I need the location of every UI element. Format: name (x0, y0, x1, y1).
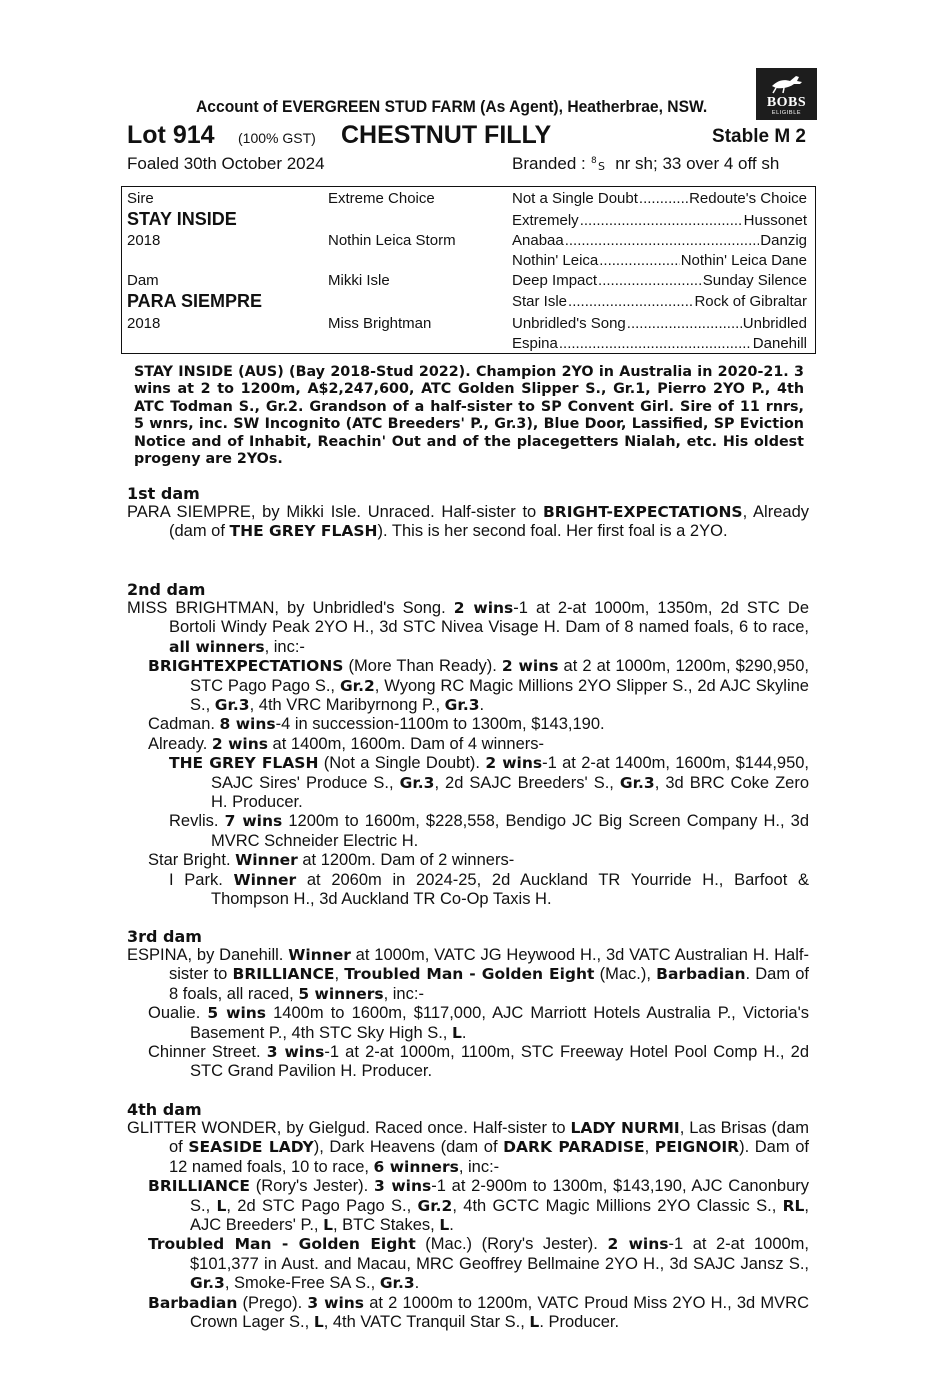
pedigree-paragraph (127, 754, 809, 812)
bold-run: L (323, 1216, 333, 1235)
bold-run: BRIGHTEXPECTATIONS (148, 657, 344, 676)
text-run: at 2060m in 2024-25, 2d Auckland TR Yourride H., Barfoot & Thompson H., 3d Auckland TR Co-Op Taxis H. (211, 870, 809, 909)
text-run: Chinner Street. (148, 1043, 267, 1062)
text-run: , inc:- (264, 637, 305, 656)
text-run: , BTC Stakes, (332, 1216, 440, 1235)
bold-run: Winner (233, 870, 297, 889)
section-heading: 1st dam (127, 484, 200, 503)
text-run: Oualie. (148, 1004, 208, 1023)
pedigree-paragraph (127, 851, 809, 870)
bold-run: Gr.3 (444, 696, 480, 715)
bold-run: 5 winners (298, 984, 384, 1003)
bold-run: Gr.3 (214, 696, 250, 715)
logo-subtext: ELIGIBLE (771, 110, 802, 116)
bold-run: L (439, 1216, 450, 1235)
gen3-row (512, 232, 807, 249)
gen3-right: Nothin' Leica Dane (680, 252, 807, 269)
dam-label: Dam (127, 272, 159, 289)
text-run: , (334, 965, 345, 984)
pedigree-paragraph (127, 735, 809, 754)
brand-mark-icon (590, 154, 610, 172)
text-run: -4 in succession-1100m to 1300m, $143,190. (275, 715, 605, 734)
text-run: . (479, 696, 485, 715)
text-run: at 1000m, VATC JG Heywood H., 3d VATC Australian H. Half-sister to (169, 946, 809, 984)
pedigree-paragraph (127, 871, 809, 910)
gen3-right: Sunday Silence (702, 272, 807, 289)
sire-summary-text: STAY INSIDE (AUS) (Bay 2018-Stud 2022). Champion 2YO in Australia in 2020-21. 3 wins at 2 to 1200m, A$2,247,600, ATC Golden Slipper S., Gr.1, Pierro 2YO P., 4th ATC Todman S., Gr.2. Grandson of a half-sister to SP Convent Girl. Sire of 11 rnrs, 5 wnrs, inc. SW Incognito (ATC Breeders' P., Gr.3), Blue Door, Lassified, SP Eviction Notice and of Inhabit, Reachin' Out and of the placegetters Nialah, etc. His oldest progeny are 2YOs. (134, 364, 804, 468)
bold-run: PEIGNOIR (654, 1138, 740, 1157)
pedigree-table (121, 186, 816, 354)
text-run: MISS BRIGHTMAN, by Unbridled's Song. (127, 599, 454, 617)
gen3-left: Deep Impact (512, 272, 598, 289)
text-run: , Smoke-Free SA S., (224, 1274, 380, 1293)
bold-run: Gr.3 (190, 1274, 225, 1293)
bobs-eligible-logo (756, 68, 817, 120)
bold-run: L (529, 1313, 540, 1332)
pedigree-paragraph (127, 1043, 809, 1082)
bold-run: L (451, 1023, 462, 1042)
sire-year: 2018 (127, 232, 161, 249)
text-run: (Rory's Jester). (249, 1177, 374, 1196)
bold-run: 2 wins (501, 657, 559, 676)
bold-run: 2 wins (453, 599, 514, 617)
bold-run: L (216, 1196, 227, 1215)
text-run: at 2 at 1000m, 1200m, $290,950, STC Pago Pago S., (190, 657, 809, 695)
text-run: -1 at 2-900m to 1300m, $143,190, AJC Canonbury S., (190, 1177, 810, 1215)
sire-summary (134, 364, 804, 468)
bold-run: Gr.3 (619, 773, 655, 792)
bold-run: RL (782, 1196, 805, 1215)
text-run: I Park. (169, 870, 234, 889)
text-run: , Wyong RC Magic Millions 2YO Slipper S., 2d AJC Skyline S., (190, 676, 809, 715)
bold-run: BRIGHT-EXPECTATIONS (542, 503, 743, 521)
bold-run: 5 wins (207, 1004, 267, 1023)
bold-run: Barbadian (148, 1293, 238, 1312)
text-run: Already. (148, 734, 212, 753)
logo-text: BOBS (766, 95, 807, 110)
text-run: , 4th GCTC Magic Millions 2YO Classic S., (452, 1196, 783, 1215)
text-run: . Producer. (539, 1313, 620, 1332)
bold-run: Gr.3 (379, 1274, 415, 1293)
lot-line (127, 121, 810, 151)
text-run: 1200m to 1600m, $228,558, Bendigo JC Big Screen Company H., 3d MVRC Schneider Electric H. (211, 812, 810, 850)
bold-run: Troubled Man - Golden Eight (148, 1235, 416, 1254)
pedigree-paragraph (127, 1004, 809, 1043)
text-run: Revlis. (169, 812, 225, 831)
text-run: -1 at 2-at 1000m, $101,377 in Aust. and Macau, MRC Geoffrey Bellmaine 2YO H., 3d SAJC Jansz S., (190, 1235, 810, 1273)
gen3-right: Danzig (760, 232, 807, 249)
horse-logo-icon (770, 72, 804, 94)
bold-run: 7 wins (224, 812, 283, 831)
text-run: . Dam of 8 foals, all raced, (169, 965, 810, 1003)
bold-run: THE GREY FLASH (229, 522, 378, 541)
pedigree-paragraph (127, 1235, 809, 1293)
bold-run: Gr.3 (399, 773, 435, 792)
bold-run: 3 wins (307, 1293, 365, 1312)
text-run: 1400m to 1600m, $117,000, AJC Marriott Hotels Australia P., Victoria's Basement P., 4th STC Sky High S., (190, 1004, 809, 1042)
first-dam-section (127, 484, 809, 542)
bold-run: 2 wins (211, 734, 268, 753)
gen3-row (512, 335, 807, 352)
text-run: . (449, 1216, 454, 1235)
dam-year: 2018 (127, 315, 161, 332)
foaled-date: Foaled 30th October 2024 (127, 154, 325, 173)
bold-run: 8 wins (219, 715, 276, 734)
text-run: -1 at 2-at 1000m, 1100m, STC Freeway Hotel Pool Comp H., 2d STC Grand Pavilion H. Producer. (190, 1043, 810, 1081)
bold-run: DARK PARADISE (503, 1138, 645, 1157)
dam-sire: Mikki Isle (328, 272, 390, 289)
text-run: , inc:- (383, 984, 424, 1003)
text-run: -1 at 2-at 1000m, 1350m, 2d STC De Bortoli Windy Peak 2YO H., 3d STC Nivea Visage H. Dam of 8 named foals, 6 to race, (169, 599, 810, 637)
dam-dam: Miss Brightman (328, 315, 432, 332)
text-run: , 2d SAJC Breeders' S., (434, 773, 620, 792)
gen3-left: Nothin' Leica (512, 252, 599, 269)
text-run: , (644, 1138, 655, 1157)
sire-label: Sire (127, 190, 154, 207)
dam-name: PARA SIEMPRE (127, 291, 263, 311)
bold-run: 3 wins (373, 1177, 432, 1196)
gen3-left: Not a Single Doubt (512, 190, 638, 207)
bold-run: L (313, 1313, 324, 1332)
bold-run: THE GREY FLASH (169, 754, 319, 773)
bold-run: all winners (169, 637, 265, 656)
gst-note: (100% GST) (238, 130, 316, 146)
gen3-row (512, 190, 807, 207)
text-run: (Mac.) (Rory's Jester). (415, 1235, 608, 1254)
text-run: ). This is her second foal. Her first foal is a 2YO. (377, 522, 728, 541)
svg-text:S: S (598, 160, 606, 172)
section-heading: 3rd dam (127, 927, 202, 946)
gen3-row (512, 315, 807, 332)
branded-label: Branded : (512, 154, 586, 173)
lot-description: CHESTNUT FILLY (341, 121, 552, 149)
sire-name: STAY INSIDE (127, 209, 237, 229)
text-run: Star Bright. (148, 851, 236, 870)
bold-run: Gr.2 (339, 676, 375, 695)
gen3-right: Redoute's Choice (689, 190, 807, 207)
bold-run: LADY NURMI (570, 1119, 680, 1137)
section-heading: 4th dam (127, 1100, 202, 1119)
branded-details: nr sh; 33 over 4 off sh (615, 154, 780, 173)
gen3-left: Star Isle (512, 293, 568, 310)
bold-run: 2 wins (607, 1235, 669, 1254)
text-run: ). Dam of 12 named foals, 10 to race, (169, 1138, 809, 1176)
gen3-right: Unbridled (742, 315, 807, 332)
bold-run: BRILLIANCE (232, 965, 335, 984)
text-run: (Prego). (237, 1293, 308, 1312)
text-run: , 4th VATC Tranquil Star S., (323, 1313, 530, 1332)
text-run: , AJC Breeders' P., (190, 1196, 810, 1235)
svg-text:8: 8 (591, 156, 598, 166)
gen3-left: Anabaa (512, 232, 564, 249)
text-run: ), Dark Heavens (dam of (313, 1138, 504, 1157)
account-line: Account of EVERGREEN STUD FARM (As Agent), Heatherbrae, NSW. (196, 97, 708, 116)
text-run: , 2d STC Pago Pago S., (226, 1196, 418, 1215)
text-run: at 1400m, 1600m. Dam of 4 winners- (267, 734, 545, 753)
pedigree-paragraph (127, 503, 809, 542)
text-run: . (461, 1023, 467, 1042)
text-run: , Las Brisas (dam of (169, 1119, 810, 1157)
bold-run: 6 winners (373, 1157, 459, 1176)
pedigree-paragraph (127, 1119, 809, 1177)
text-run: , inc:- (458, 1157, 500, 1176)
pedigree-paragraph (127, 657, 809, 715)
bold-run: SEASIDE LADY (188, 1138, 314, 1157)
text-run: . (414, 1274, 420, 1293)
bold-run: Barbadian (656, 965, 746, 984)
third-dam-section (127, 927, 809, 1082)
pedigree-paragraph (127, 946, 809, 1004)
text-run: (Mac.), (594, 965, 657, 984)
gen3-left: Extremely (512, 212, 579, 229)
text-run: , 4th VRC Maribyrnong P., (249, 696, 445, 715)
bold-run: Troubled Man - Golden Eight (344, 965, 595, 984)
bold-run: BRILLIANCE (148, 1177, 250, 1196)
branded-line (512, 154, 779, 174)
fourth-dam-section (127, 1100, 809, 1332)
bold-run: Winner (235, 851, 298, 870)
gen3-row (512, 212, 807, 229)
text-run: Cadman. (148, 715, 220, 734)
gen3-row (512, 252, 807, 269)
text-run: at 2 1000m to 1200m, VATC Proud Miss 2YO H., 3d MVRC Crown Lager S., (190, 1293, 809, 1332)
text-run: GLITTER WONDER, by Gielgud. Raced once. Half-sister to (127, 1119, 571, 1137)
pedigree-paragraph (127, 715, 809, 734)
stable-label: Stable M 2 (712, 126, 806, 147)
gen3-left: Unbridled's Song (512, 315, 626, 332)
gen3-row (512, 272, 807, 289)
text-run: ESPINA, by Danehill. (127, 946, 289, 964)
gen3-right: Danehill (752, 335, 807, 352)
text-run: , Already (dam of (169, 503, 809, 541)
pedigree-paragraph (127, 1294, 809, 1333)
sire-dam: Nothin Leica Storm (328, 232, 456, 249)
gen3-right: Rock of Gibraltar (694, 293, 807, 310)
text-run: PARA SIEMPRE, by Mikki Isle. Unraced. Half-sister to (127, 503, 543, 521)
second-dam-section (127, 580, 809, 910)
pedigree-paragraph (127, 599, 809, 657)
lot-number: Lot 914 (127, 121, 215, 149)
pedigree-paragraph (127, 812, 809, 851)
text-run: , 3d BRC Coke Zero H. Producer. (211, 773, 809, 812)
bold-run: 3 wins (266, 1043, 325, 1062)
sire-sire: Extreme Choice (328, 190, 435, 207)
bold-run: 2 wins (485, 754, 543, 773)
text-run: (More Than Ready). (343, 657, 502, 676)
gen3-right: Hussonet (743, 212, 807, 229)
bold-run: Gr.2 (417, 1196, 453, 1215)
section-heading: 2nd dam (127, 580, 206, 599)
text-run: -1 at 2-at 1400m, 1600m, $144,950, SAJC Sires' Produce S., (211, 754, 810, 792)
bold-run: Winner (288, 946, 351, 964)
gen3-left: Espina (512, 335, 558, 352)
pedigree-paragraph (127, 1177, 809, 1235)
text-run: (Not a Single Doubt). (318, 754, 486, 773)
gen3-row (512, 293, 807, 310)
text-run: at 1200m. Dam of 2 winners- (297, 851, 515, 870)
